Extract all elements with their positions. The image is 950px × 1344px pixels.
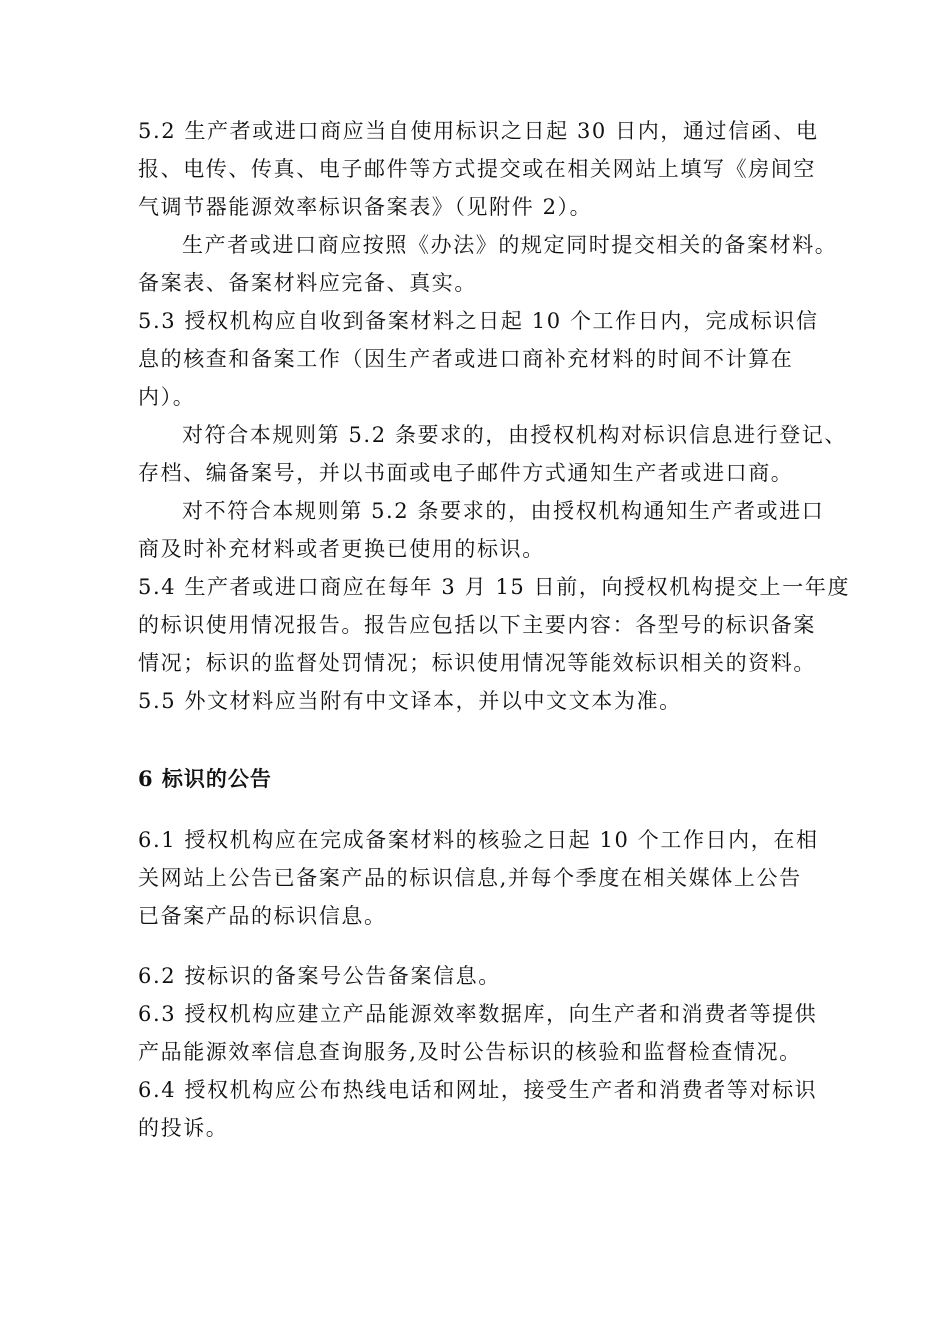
paragraph-6-4-line-2: 的投诉。	[138, 1116, 229, 1140]
paragraph-6-1-line-2: 关网站上公告已备案产品的标识信息,并每个季度在相关媒体上公告	[138, 866, 802, 890]
paragraph-5-5-line-1: 5.5 外文材料应当附有中文译本，并以中文文本为准。	[138, 689, 682, 713]
paragraph-5-4-line-1: 5.4 生产者或进口商应在每年 3 月 15 日前，向授权机构提交上一年度	[138, 575, 851, 599]
paragraph-5-3c-line-1: 对不符合本规则第 5.2 条要求的，由授权机构通知生产者或进口	[182, 499, 825, 523]
paragraph-5-3-line-2: 息的核查和备案工作（因生产者或进口商补充材料的时间不计算在	[138, 347, 794, 371]
paragraph-5-4-line-2: 的标识使用情况报告。报告应包括以下主要内容：各型号的标识备案	[138, 613, 816, 637]
paragraph-5-3c-line-2: 商及时补充材料或者更换已使用的标识。	[138, 537, 545, 561]
paragraph-5-2-line-3: 气调节器能源效率标识备案表》（见附件 2）。	[138, 195, 593, 219]
paragraph-6-2-line-1: 6.2 按标识的备案号公告备案信息。	[138, 964, 501, 988]
paragraph-5-2-line-2: 报、电传、传真、电子邮件等方式提交或在相关网站上填写《房间空	[138, 157, 816, 181]
paragraph-5-3-line-3: 内）。	[138, 385, 196, 409]
paragraph-5-3-line-1: 5.3 授权机构应自收到备案材料之日起 10 个工作日内，完成标识信	[138, 309, 819, 333]
paragraph-6-3-line-1: 6.3 授权机构应建立产品能源效率数据库，向生产者和消费者等提供	[138, 1002, 818, 1026]
paragraph-5-2b-line-2: 备案表、备案材料应完备、真实。	[138, 271, 477, 295]
paragraph-5-3b-line-2: 存档、编备案号，并以书面或电子邮件方式通知生产者或进口商。	[138, 461, 794, 485]
paragraph-6-3-line-2: 产品能源效率信息查询服务,及时公告标识的核验和监督检查情况。	[138, 1040, 802, 1064]
paragraph-6-1-line-1: 6.1 授权机构应在完成备案材料的核验之日起 10 个工作日内，在相	[138, 828, 819, 852]
paragraph-5-2-line-1: 5.2 生产者或进口商应当自使用标识之日起 30 日内，通过信函、电	[138, 119, 819, 143]
paragraph-6-1-line-3: 已备案产品的标识信息。	[138, 904, 387, 928]
paragraph-5-4-line-3: 情况；标识的监督处罚情况；标识使用情况等能效标识相关的资料。	[138, 651, 816, 675]
section-6-heading: 6 标识的公告	[138, 766, 272, 791]
paragraph-5-3b-line-1: 对符合本规则第 5.2 条要求的，由授权机构对标识信息进行登记、	[182, 423, 847, 447]
paragraph-5-2b-line-1: 生产者或进口商应按照《办法》的规定同时提交相关的备案材料。	[182, 233, 838, 257]
paragraph-6-4-line-1: 6.4 授权机构应公布热线电话和网址，接受生产者和消费者等对标识	[138, 1078, 818, 1102]
